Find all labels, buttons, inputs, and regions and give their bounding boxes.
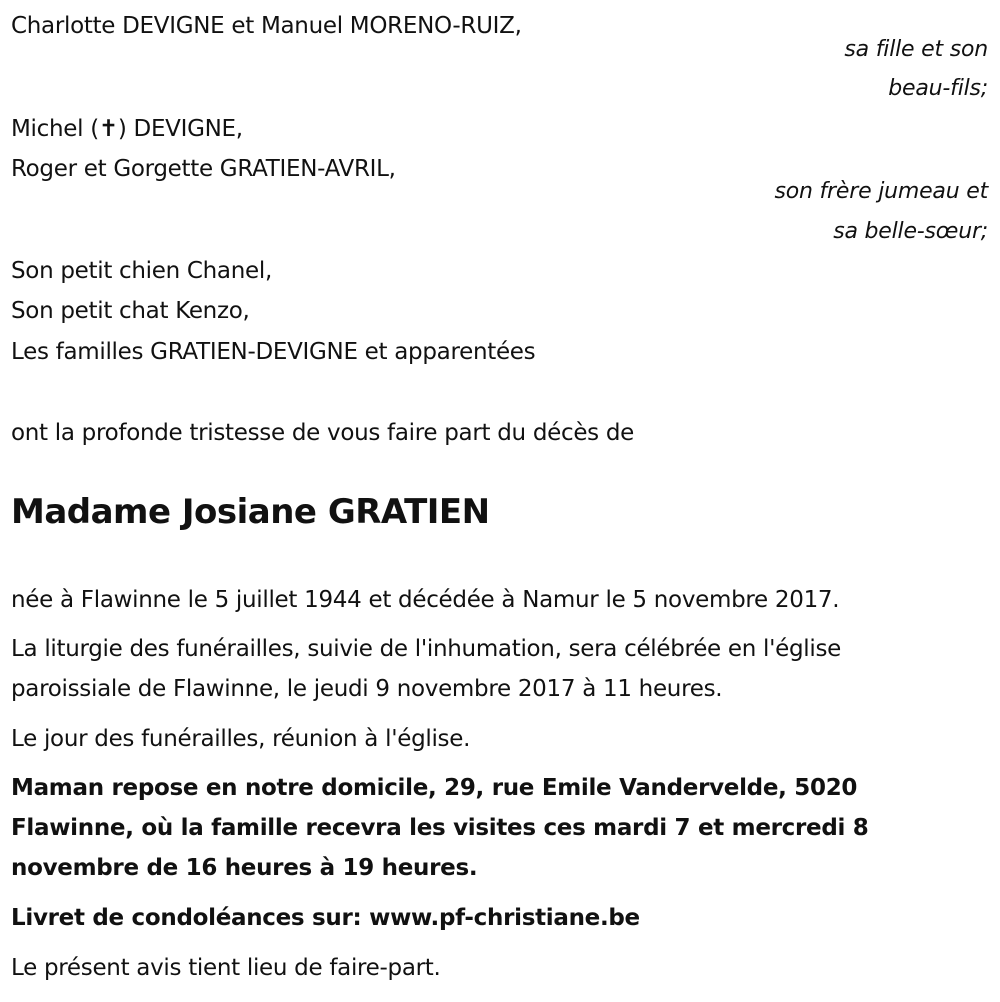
relation-twin-brother-2: sa belle-sœur; — [833, 219, 988, 244]
relation-daughter-son-in-law-2: beau-fils; — [888, 76, 988, 101]
reunion-text: Le jour des funérailles, réunion à l'église. — [11, 726, 471, 752]
deceased-name-heading: Madame Josiane GRATIEN — [11, 492, 490, 532]
rest-text-3: novembre de 16 heures à 19 heures. — [11, 855, 478, 881]
family-line-roger-gorgette: Roger et Gorgette GRATIEN-AVRIL, — [11, 156, 396, 182]
family-line-charlotte-manuel: Charlotte DEVIGNE et Manuel MORENO-RUIZ, — [11, 13, 522, 39]
relation-twin-brother-1: son frère jumeau et — [774, 179, 988, 204]
relation-daughter-son-in-law-1: sa fille et son — [844, 37, 988, 62]
rest-text-1: Maman repose en notre domicile, 29, rue Emile Vandervelde, 5020 — [11, 775, 858, 801]
family-line-cat: Son petit chat Kenzo, — [11, 298, 250, 324]
notice-text: Le présent avis tient lieu de faire-part. — [11, 955, 441, 981]
family-line-michel: Michel (✝) DEVIGNE, — [11, 116, 243, 142]
family-line-families: Les familles GRATIEN-DEVIGNE et apparentées — [11, 339, 536, 365]
birth-death-text: née à Flawinne le 5 juillet 1944 et décédée à Namur le 5 novembre 2017. — [11, 587, 840, 613]
family-line-dog: Son petit chien Chanel, — [11, 258, 272, 284]
condolences-link-text: Livret de condoléances sur: www.pf-christiane.be — [11, 905, 640, 931]
liturgy-text-1: La liturgie des funérailles, suivie de l'inhumation, sera célébrée en l'église — [11, 636, 842, 662]
rest-text-2: Flawinne, où la famille recevra les visites ces mardi 7 et mercredi 8 — [11, 815, 869, 841]
announcement-text: ont la profonde tristesse de vous faire part du décès de — [11, 420, 635, 446]
liturgy-text-2: paroissiale de Flawinne, le jeudi 9 novembre 2017 à 11 heures. — [11, 676, 723, 702]
